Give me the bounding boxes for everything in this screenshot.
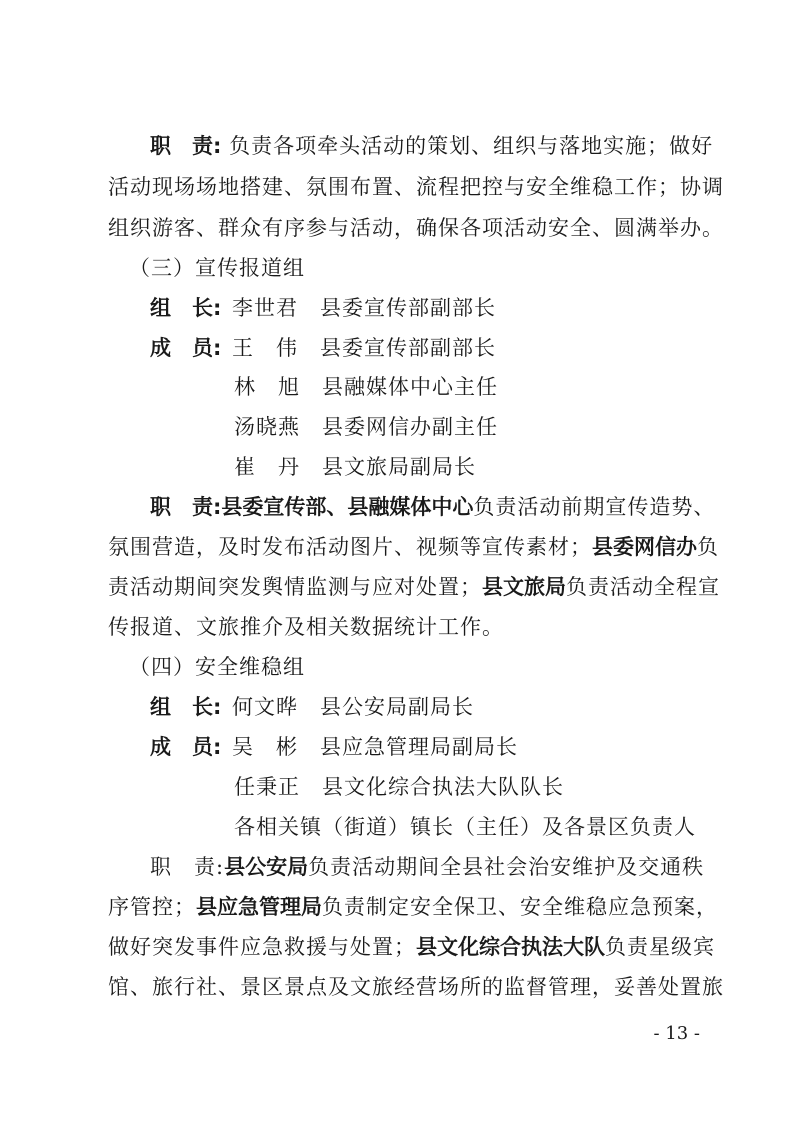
member-name: 吴 彬 xyxy=(232,735,298,759)
duty-paragraph-1-line-2: 活动现场场地搭建、氛围布置、流程把控与安全维稳工作；协调 xyxy=(108,175,724,199)
members-label: 成 员: xyxy=(150,336,222,360)
duty-text: 负责各项牵头活动的策划、组织与落地实施；做好 xyxy=(221,134,714,158)
member-row xyxy=(234,447,698,487)
duty-paragraph-2-line-1 xyxy=(150,487,716,527)
member-name: 林 旭 xyxy=(234,375,300,399)
member-name: 任秉正 xyxy=(234,775,300,799)
dept-bold: 县文旅局 xyxy=(482,575,566,599)
member-title: 县文旅局副局长 xyxy=(322,455,476,479)
duty-label: 职 责: xyxy=(150,495,222,519)
duty-text: 序管控； xyxy=(108,895,196,919)
section-heading-security: （四）安全维稳组 xyxy=(129,655,305,679)
leader-row xyxy=(150,687,698,727)
duty-text: 负责星级宾 xyxy=(605,935,715,959)
member-row xyxy=(150,328,698,368)
duty-paragraph-1-line-3: 组织游客、群众有序参与活动，确保各项活动安全、圆满举办。 xyxy=(108,216,724,240)
duty-text: 负责活动全程宣 xyxy=(566,575,720,599)
duty-text: 负责制定安全保卫、安全维稳应急预案， xyxy=(322,895,718,919)
duty-paragraph-3-line-3 xyxy=(108,927,715,967)
page-number: - 13 - xyxy=(653,1023,700,1044)
duty-paragraph-3-line-4: 馆、旅行社、景区景点及文旅经营场所的监督管理，妥善处置旅 xyxy=(108,975,724,999)
duty-text: 负责活动期间全县社会治安维护及交通秩 xyxy=(308,855,705,879)
member-title: 县应急管理局副局长 xyxy=(320,735,518,759)
leader-title: 县公安局副局长 xyxy=(320,695,474,719)
duty-paragraph-2-line-2 xyxy=(108,527,719,567)
duty-text: 氛围营造，及时发布活动图片、视频等宣传素材； xyxy=(108,535,592,559)
dept-bold: 县文化综合执法大队 xyxy=(416,935,605,959)
leader-label: 组 长: xyxy=(150,296,222,320)
leader-row xyxy=(150,288,698,328)
duty-text: 负 xyxy=(697,535,719,559)
member-name: 汤晓燕 xyxy=(234,415,300,439)
member-row xyxy=(234,407,698,447)
leader-name: 何文晔 xyxy=(232,695,298,719)
member-name: 崔 丹 xyxy=(234,455,300,479)
leader-title: 县委宣传部副部长 xyxy=(320,296,496,320)
dept-bold: 县公安局 xyxy=(224,855,309,879)
duty-label: 职 责: xyxy=(150,134,222,158)
leader-name: 李世君 xyxy=(232,296,298,320)
member-row xyxy=(234,367,698,407)
duty-paragraph-3-line-1 xyxy=(150,847,705,887)
duty-paragraph-2-line-3 xyxy=(108,567,720,607)
dept-bold: 县委网信办 xyxy=(592,535,697,559)
leader-label: 组 长: xyxy=(150,695,222,719)
section-heading-publicity: （三）宣传报道组 xyxy=(129,256,305,280)
member-title: 县委宣传部副部长 xyxy=(320,336,496,360)
member-name: 王 伟 xyxy=(232,336,298,360)
duty-text: 做好突发事件应急救援与处置； xyxy=(108,935,416,959)
duty-label: 职 责: xyxy=(150,855,225,879)
member-row xyxy=(150,727,698,767)
duty-paragraph-1-line-1 xyxy=(150,126,714,166)
duty-text: 负责活动前期宣传造势、 xyxy=(473,495,716,519)
dept-bold: 县委宣传部、县融媒体中心 xyxy=(221,495,474,519)
members-label: 成 员: xyxy=(150,735,222,759)
duty-paragraph-2-line-4: 传报道、文旅推介及相关数据统计工作。 xyxy=(108,615,504,639)
member-title: 县委网信办副主任 xyxy=(322,415,498,439)
member-title: 县融媒体中心主任 xyxy=(322,375,498,399)
member-row-extra: 各相关镇（街道）镇长（主任）及各景区负责人 xyxy=(234,815,696,839)
duty-paragraph-3-line-2 xyxy=(108,887,718,927)
duty-text: 责活动期间突发舆情监测与应对处置； xyxy=(108,575,482,599)
member-row xyxy=(234,767,698,807)
dept-bold: 县应急管理局 xyxy=(196,895,322,919)
member-title: 县文化综合执法大队队长 xyxy=(322,775,564,799)
